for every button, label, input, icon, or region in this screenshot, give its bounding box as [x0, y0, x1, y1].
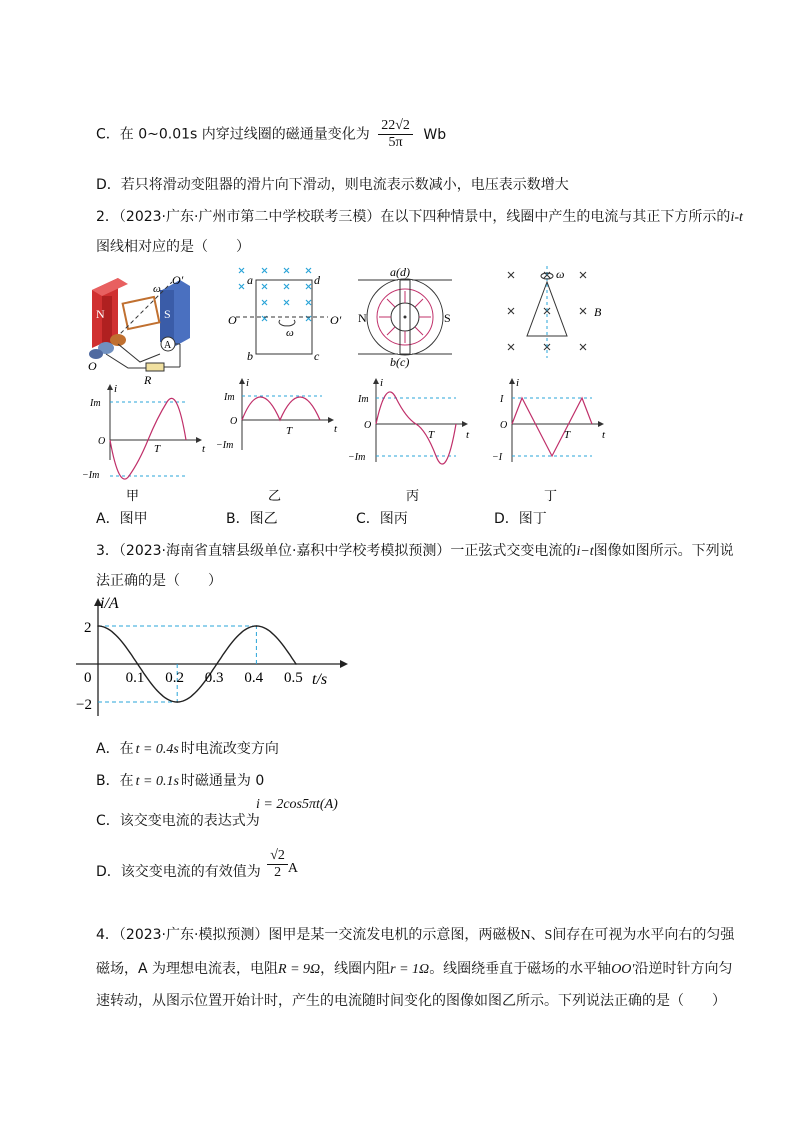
q3-plot-area [76, 598, 348, 716]
svg-text:O: O [500, 420, 508, 431]
q3-d-fraction: $\frac{√2}{2}$ [267, 848, 288, 881]
q3-xtick-label: 0.4 [244, 670, 264, 686]
svg-text:O: O [228, 313, 237, 327]
svg-text:b: b [247, 349, 253, 363]
svg-text:−Im: −Im [348, 452, 366, 463]
svg-text:T: T [286, 425, 293, 437]
svg-text:a: a [247, 273, 253, 287]
q3-stem-line1: 3．（2023·海南省直辖县级单位·嘉积中学校考模拟预测）一正弦式交变电流的i−t图像如图所示。下列说 [96, 543, 734, 559]
fig-label-1: 甲 [126, 488, 140, 503]
svg-text:T: T [154, 443, 161, 455]
svg-text:A: A [164, 340, 172, 351]
fig2-coil [228, 268, 342, 363]
q3-x-arrow [340, 660, 348, 668]
svg-text:i: i [114, 383, 118, 395]
graph-1 [82, 383, 206, 481]
svg-text:i: i [380, 377, 384, 389]
svg-text:i: i [516, 377, 520, 389]
fig-label-4: 丁 [544, 488, 558, 503]
svg-text:a(d): a(d) [390, 265, 410, 279]
q2-figures [0, 262, 800, 512]
q4-stem-line2: 磁场，A 为理想电流表，电阻R = 9Ω，线圈内阻r = 1Ω。线圈绕垂直于磁场的水平轴OO′沿逆时针方向匀 [96, 961, 733, 977]
fig1-generator [88, 273, 190, 387]
q3-data-point [97, 625, 99, 627]
q3-option-a: A．在 t = 0.4s 时电流改变方向 [96, 741, 279, 757]
svg-text:S: S [444, 311, 451, 325]
q3-data-point [176, 701, 178, 703]
q2-stem-line1: 2．（2023·广东·广州市第二中学校联考三模）在以下四种情景中，线圈中产生的电流与其正下方所示的i-t [96, 209, 743, 225]
q3-data-point [295, 663, 297, 665]
graph-2 [216, 377, 338, 451]
q1-c-fraction: $\frac{22√2}{5\pi}$ [378, 118, 413, 151]
q3-option-d: D．该交变电流的有效值为 $\frac{√2}{2}$ A [96, 848, 299, 880]
svg-text:i: i [246, 377, 250, 389]
svg-text:N: N [358, 311, 367, 325]
svg-text:R: R [144, 373, 152, 387]
q3-ytick-neg: −2 [76, 697, 92, 713]
svg-text:t: t [466, 429, 470, 441]
svg-text:t: t [202, 443, 206, 455]
q3-stem-line2: 法正确的是（ ） [96, 573, 222, 589]
svg-text:t: t [602, 429, 606, 441]
q2-option-c: C．图丙 [356, 511, 408, 527]
q2-stem-line2: 图线相对应的是（ ） [96, 239, 250, 255]
q3-data-point [216, 663, 218, 665]
svg-text:ω: ω [556, 267, 565, 281]
svg-text:ω: ω [153, 283, 161, 295]
q3-option-c: C．该交变电流的表达式为 [96, 813, 260, 829]
q3-option-b: B．在 t = 0.1s 时磁通量为 0 [96, 773, 265, 789]
fig-label-2: 乙 [268, 488, 282, 503]
svg-text:O: O [230, 416, 238, 427]
q2-option-d: D．图丁 [494, 511, 547, 527]
svg-text:I: I [500, 394, 504, 405]
svg-text:Im: Im [358, 394, 369, 405]
svg-text:t: t [334, 423, 338, 435]
q3-xtick-label: 0.1 [125, 670, 145, 686]
q3-xtick-label: 0.2 [165, 670, 184, 686]
fig4-triangle-coil [508, 266, 602, 358]
svg-text:ω: ω [286, 327, 294, 339]
q3-chart [70, 592, 370, 722]
q3-ytick-pos: 2 [84, 620, 92, 636]
q3-ylabel: i/A [100, 595, 119, 612]
q3-xticks [84, 670, 303, 686]
q4-stem-line1: 4．（2023·广东·模拟预测）图甲是某一交流发电机的示意图，两磁极N、S间存在可视为水平向右的匀强 [96, 927, 735, 943]
svg-text:−Im: −Im [216, 440, 234, 451]
q1-option-d: D．若只将滑动变阻器的滑片向下滑动，则电流表示数减小，电压表示数增大 [96, 177, 569, 193]
fig-label-3: 丙 [406, 488, 420, 503]
q1-option-c: C．在 0~0.01s 内穿过线圈的磁通量变化为 $\frac{22√2}{5\pi}$ Wb [96, 118, 447, 150]
svg-text:O′: O′ [330, 313, 342, 327]
svg-text:d: d [314, 273, 320, 287]
svg-text:S: S [164, 307, 171, 321]
svg-text:O′: O′ [172, 273, 184, 287]
svg-text:O: O [88, 359, 97, 373]
q2-option-a: A．图甲 [96, 511, 148, 527]
q3-data-point [256, 625, 258, 627]
q3-data-point [137, 663, 139, 665]
svg-text:−I: −I [492, 452, 503, 463]
svg-text:B: B [594, 305, 602, 319]
svg-text:O: O [364, 420, 372, 431]
q3-xlabel: t/s [312, 671, 328, 688]
q4-stem-line3: 速转动，从图示位置开始计时，产生的电流随时间变化的图像如图乙所示。下列说法正确的是（ ） [96, 993, 726, 1009]
graph-3 [348, 377, 470, 464]
svg-text:c: c [314, 349, 320, 363]
svg-text:T: T [428, 429, 435, 441]
svg-text:T: T [564, 429, 571, 441]
q2-option-b: B．图乙 [226, 511, 278, 527]
svg-text:O: O [98, 436, 106, 447]
graph-4 [492, 377, 606, 463]
q3-xtick-label: 0.3 [204, 670, 224, 686]
q3-xtick-label: 0 [84, 670, 92, 686]
svg-text:Im: Im [90, 398, 101, 409]
q3-xtick-label: 0.5 [284, 670, 303, 686]
fig3-radial-field [358, 265, 452, 369]
svg-text:N: N [96, 307, 105, 321]
svg-text:−Im: −Im [82, 470, 100, 481]
svg-text:b(c): b(c) [390, 355, 410, 369]
q3-c-formula: i = 2cos5πt(A) [256, 797, 338, 812]
svg-text:Im: Im [224, 392, 235, 403]
